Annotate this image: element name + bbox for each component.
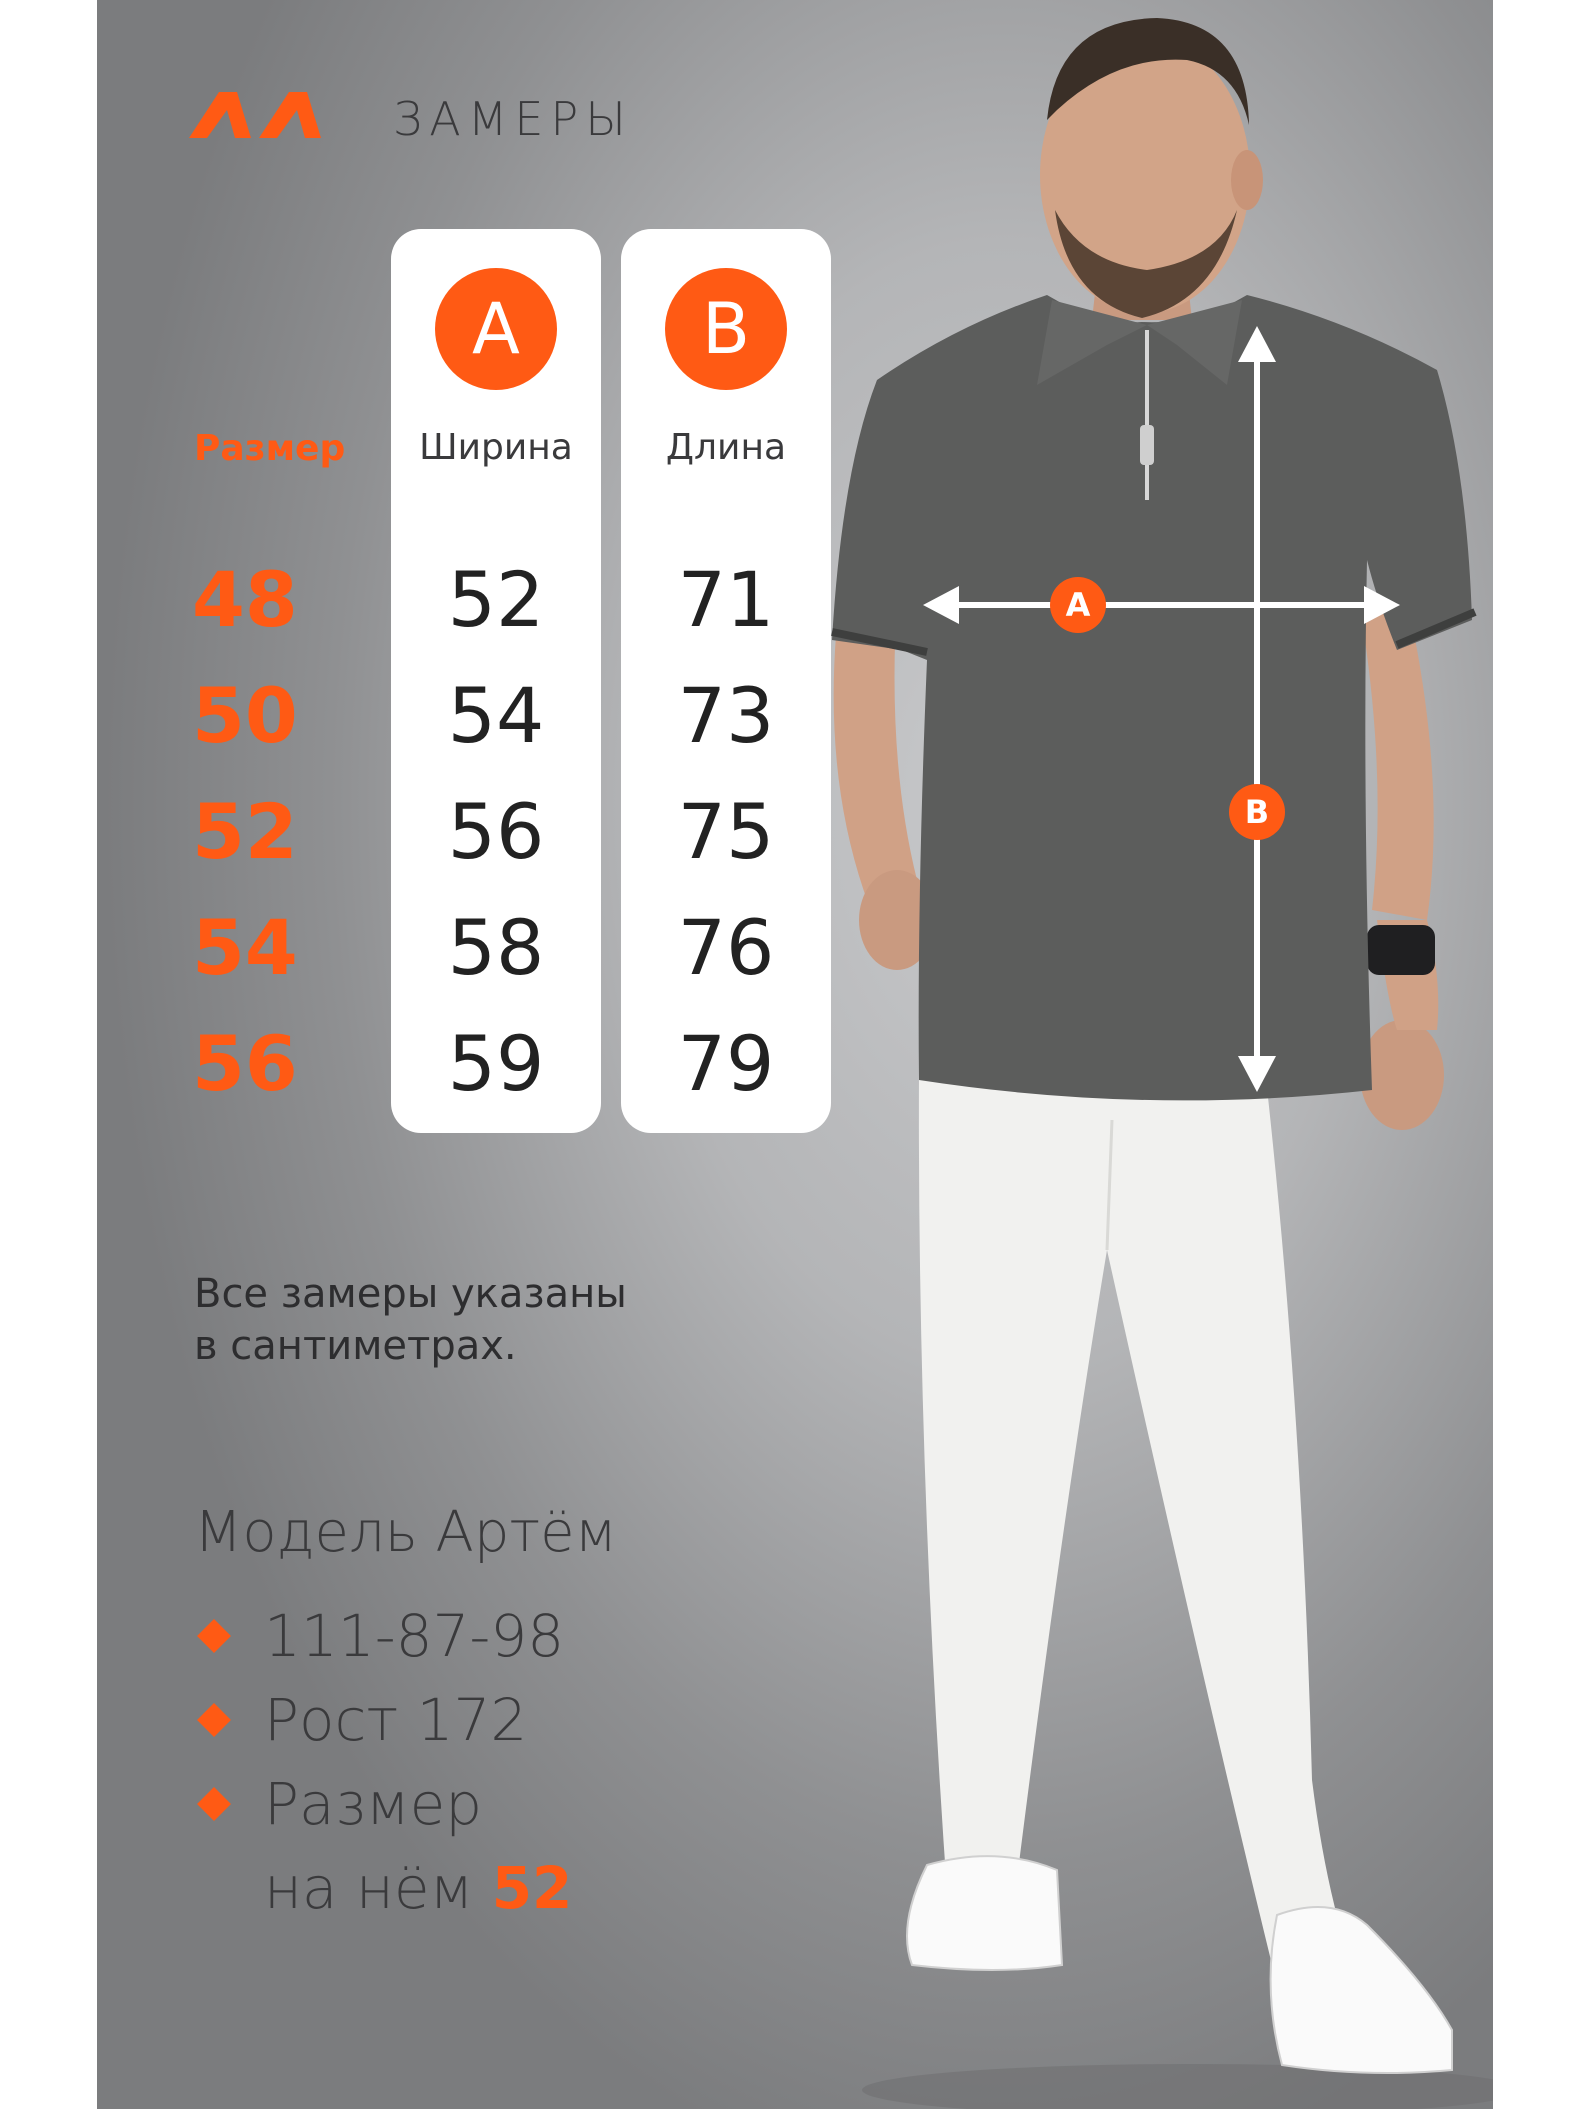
- width-value: 56: [447, 787, 545, 876]
- length-column-label: Длина: [665, 427, 787, 468]
- diamond-bullet-icon: [197, 1787, 231, 1821]
- model-size-label: Размер: [264, 1770, 483, 1838]
- model-size-value: 52: [491, 1854, 573, 1922]
- measurement-marker-b: B: [1229, 784, 1285, 840]
- width-column: [391, 229, 601, 1133]
- length-value: 75: [677, 787, 775, 876]
- length-value: 71: [677, 555, 775, 644]
- size-value: 50: [192, 671, 298, 760]
- brand-logo: [189, 92, 329, 138]
- model-param-item: [194, 1762, 572, 1930]
- model-params-list: [194, 1594, 572, 1930]
- units-note-line2: в сантиметрах.: [194, 1323, 517, 1369]
- diamond-bullet-icon: [197, 1703, 231, 1737]
- length-column: [621, 229, 831, 1133]
- model-height: Рост 172: [264, 1686, 528, 1754]
- column-badge-a: A: [435, 268, 557, 390]
- width-value: 52: [447, 555, 545, 644]
- size-value: 54: [192, 903, 298, 992]
- diamond-bullet-icon: [197, 1619, 231, 1653]
- model-size-prefix: на нём: [264, 1854, 474, 1922]
- page-title: ЗАМЕРЫ: [393, 92, 633, 146]
- units-note-line1: Все замеры указаны: [194, 1271, 627, 1317]
- length-value: 73: [677, 671, 775, 760]
- size-list: [192, 552, 298, 1132]
- units-note: [194, 1268, 627, 1372]
- width-value: 54: [447, 671, 545, 760]
- model-param-item: [194, 1678, 572, 1762]
- size-chart-card: [97, 0, 1493, 2109]
- column-badge-b: B: [665, 268, 787, 390]
- model-title: Модель Артём: [194, 1500, 617, 1565]
- measurement-marker-a: A: [1050, 577, 1106, 633]
- length-value: 76: [677, 903, 775, 992]
- model-param-item: [194, 1594, 572, 1678]
- size-column-label: Размер: [194, 428, 346, 469]
- width-value: 59: [447, 1019, 545, 1108]
- size-value: 56: [192, 1019, 298, 1108]
- width-column-label: Ширина: [419, 427, 573, 468]
- model-measurements: 111-87-98: [264, 1602, 565, 1670]
- width-value: 58: [447, 903, 545, 992]
- size-value: 52: [192, 787, 298, 876]
- size-value: 48: [192, 555, 298, 644]
- length-value: 79: [677, 1019, 775, 1108]
